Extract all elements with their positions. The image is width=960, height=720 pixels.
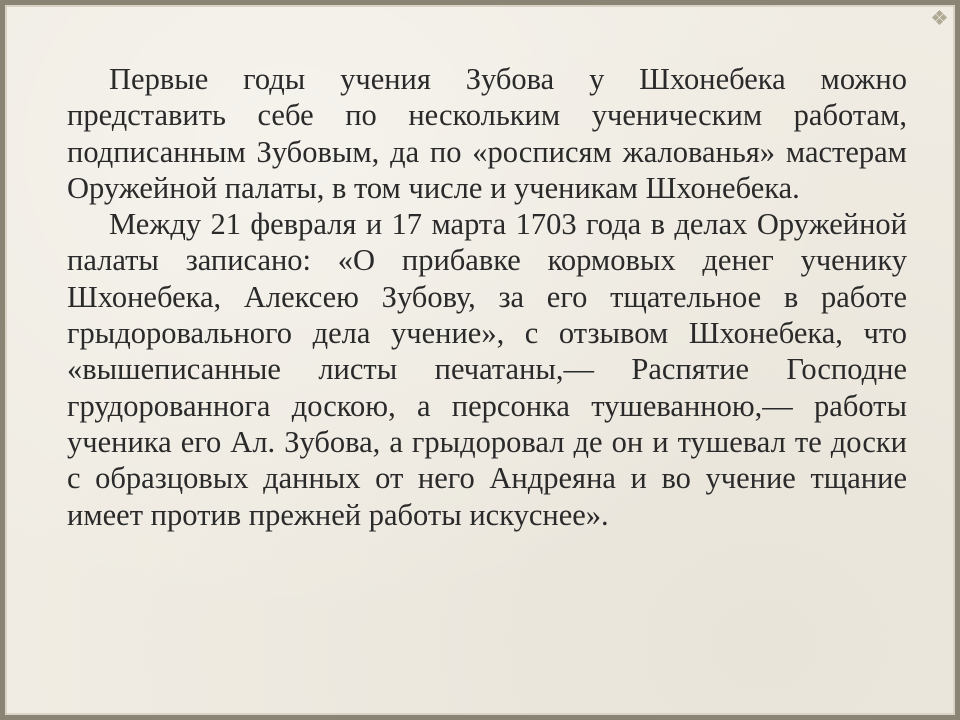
slide-text-body [67,61,907,533]
paragraph-2: Между 21 февраля и 17 марта 1703 года в делах Оружейной палаты записано: «О прибавке кормовых денег ученику Шхонебека, Алексею Зубову, за его тщательное в работе грыдоровального дела учение», с отзывом Шхонебека, что «вышеписанные листы печатаны,— Распятие Господне грудорованнога доскою, а персонка тушеванною,— работы ученика его Ал. Зубова, а грыдоровал де он и тушевал те доски с образцовых данных от него Андреяна и во учение тщание имеет против прежней работы искуснее». [67,207,907,532]
paragraph-1: Первые годы учения Зубова у Шхонебека можно представить себе по нескольким ученическим работам, подписанным Зубовым, да по «росписям жалованья» мастерам Оружейной палаты, в том числе и ученикам Шхонебека. [67,62,907,205]
diamond-cluster-icon [933,11,947,25]
